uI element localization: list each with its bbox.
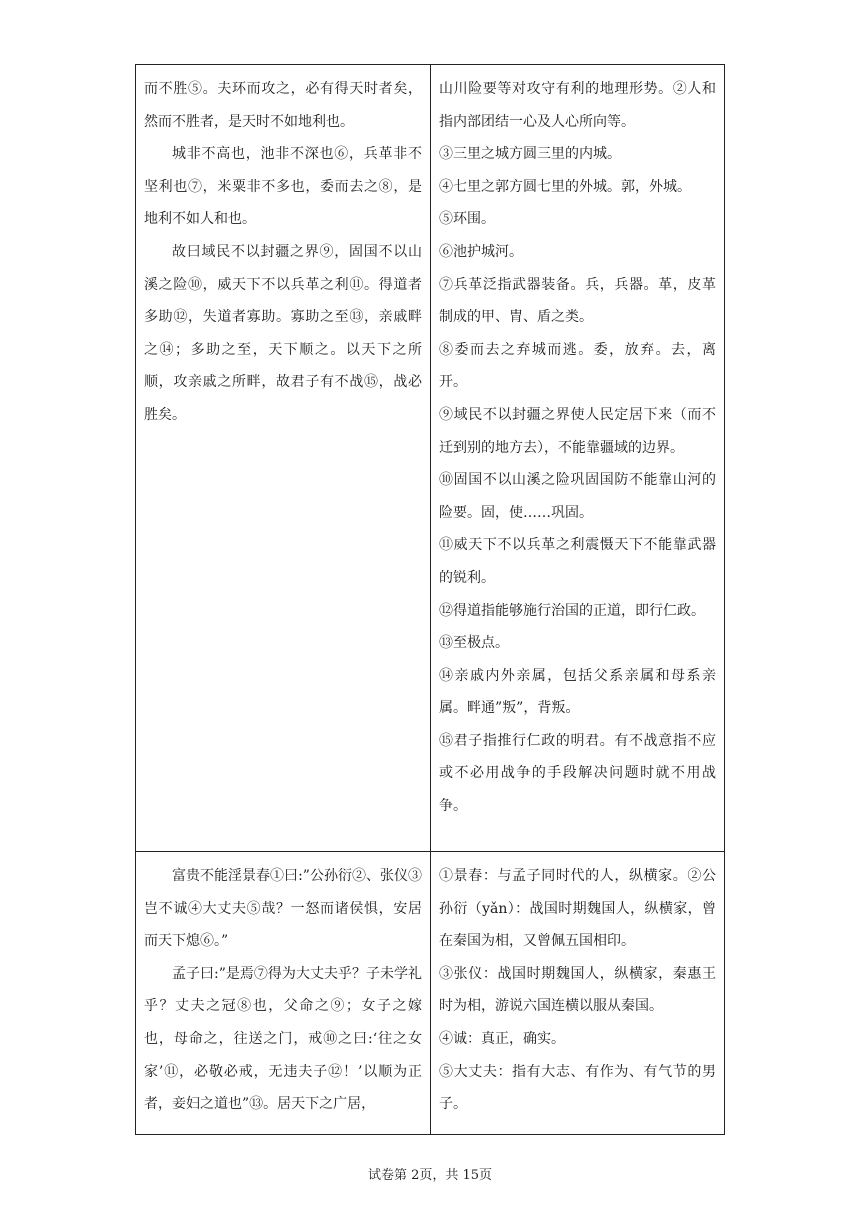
- annotation: ⑨域民不以封疆之界使人民定居下来（而不迁到别的地方去），不能靠疆域的边界。: [439, 406, 716, 456]
- annotation: ⑭亲戚内外亲属，包括父系亲属和母系亲属。畔通”叛”，背叛。: [439, 667, 716, 717]
- annotation: ③三里之城方圆三里的内城。: [439, 146, 621, 163]
- notes-cell: [431, 65, 725, 852]
- text-cell: [136, 65, 431, 852]
- annotation: ⑫得道指能够施行治国的正道，即行仁政。: [439, 602, 705, 619]
- table-row: [136, 65, 725, 852]
- paragraph: 而不胜⑤。夫环而攻之，必有得天时者矣，然而不胜者，是天时不如地利也。: [144, 81, 422, 130]
- document-table: [135, 64, 725, 1135]
- annotation: ⑤大丈夫：指有大志、有作为、有气节的男子。: [439, 1063, 716, 1113]
- annotation: ⑥池护城河。: [439, 243, 523, 260]
- paragraph: 孟子曰:”是焉⑦得为大丈夫乎？子未学礼乎？丈夫之冠⑧也，父命之⑨；女子之嫁也，母命之，往送之门，戒⑩之曰:‘往之女家’⑪，必敬必戒，无违夫子⑫！’以顺为正者，妾妇之道也”⑬。居天下之广居，: [144, 965, 422, 1113]
- paragraph: 富贵不能淫景春①曰:”公孙衍②、张仪③岂不诚④大丈夫⑤哉？一怒而诸侯惧，安居而天下熄⑥。”: [144, 868, 422, 950]
- annotation: ⑩固国不以山溪之险巩固国防不能靠山河的险要。固，使……巩固。: [439, 472, 716, 521]
- annotation: ⑧委而去之弃城而逃。委，放弃。去，离开。: [439, 341, 716, 391]
- page-footer: 试卷第 2页，共 15页: [367, 1168, 493, 1183]
- annotation: ⑮君子指推行仁政的明君。有不战意指不应或不必用战争的手段解决问题时就不用战争。: [439, 732, 716, 815]
- annotation: ③张仪：战国时期魏国人，纵横家，秦惠王时为相，游说六国连横以服从秦国。: [439, 965, 716, 1015]
- annotation: 山川险要等对攻守有利的地理形势。②人和指内部团结一心及人心所向等。: [439, 81, 716, 130]
- annotation: ⑪威天下不以兵革之利震慑天下不能靠武器的锐利。: [439, 537, 716, 586]
- text-cell: [136, 852, 431, 1135]
- paragraph: 故曰域民不以封疆之界⑨，固国不以山溪之险⑩，威天下不以兵革之利⑪。得道者多助⑫，失道者寡助。寡助之至⑬，亲戚畔之⑭；多助之至，天下顺之。以天下之所顺，攻亲戚之所畔，故君子有不战⑮，战必胜矣。: [144, 243, 422, 423]
- annotation: ⑬至极点。: [439, 635, 509, 652]
- notes-cell: [431, 852, 725, 1135]
- annotation: ⑦兵革泛指武器装备。兵，兵器。革，皮革制成的甲、胄、盾之类。: [439, 276, 716, 326]
- annotation: ④七里之郭方圆七里的外城。郭，外城。: [439, 178, 691, 195]
- paragraph: 城非不高也，池非不深也⑥，兵革非不坚利也⑦，米粟非不多也，委而去之⑧，是地利不如人和也。: [144, 146, 422, 228]
- table-row: [136, 852, 725, 1135]
- annotation: ①景春：与孟子同时代的人，纵横家。②公孙衍（yǎn）：战国时期魏国人，纵横家，曾在秦国为相，又曾佩五国相印。: [439, 868, 716, 950]
- annotation: ⑤环围。: [439, 211, 495, 228]
- annotation: ④诚：真正，确实。: [439, 1030, 565, 1047]
